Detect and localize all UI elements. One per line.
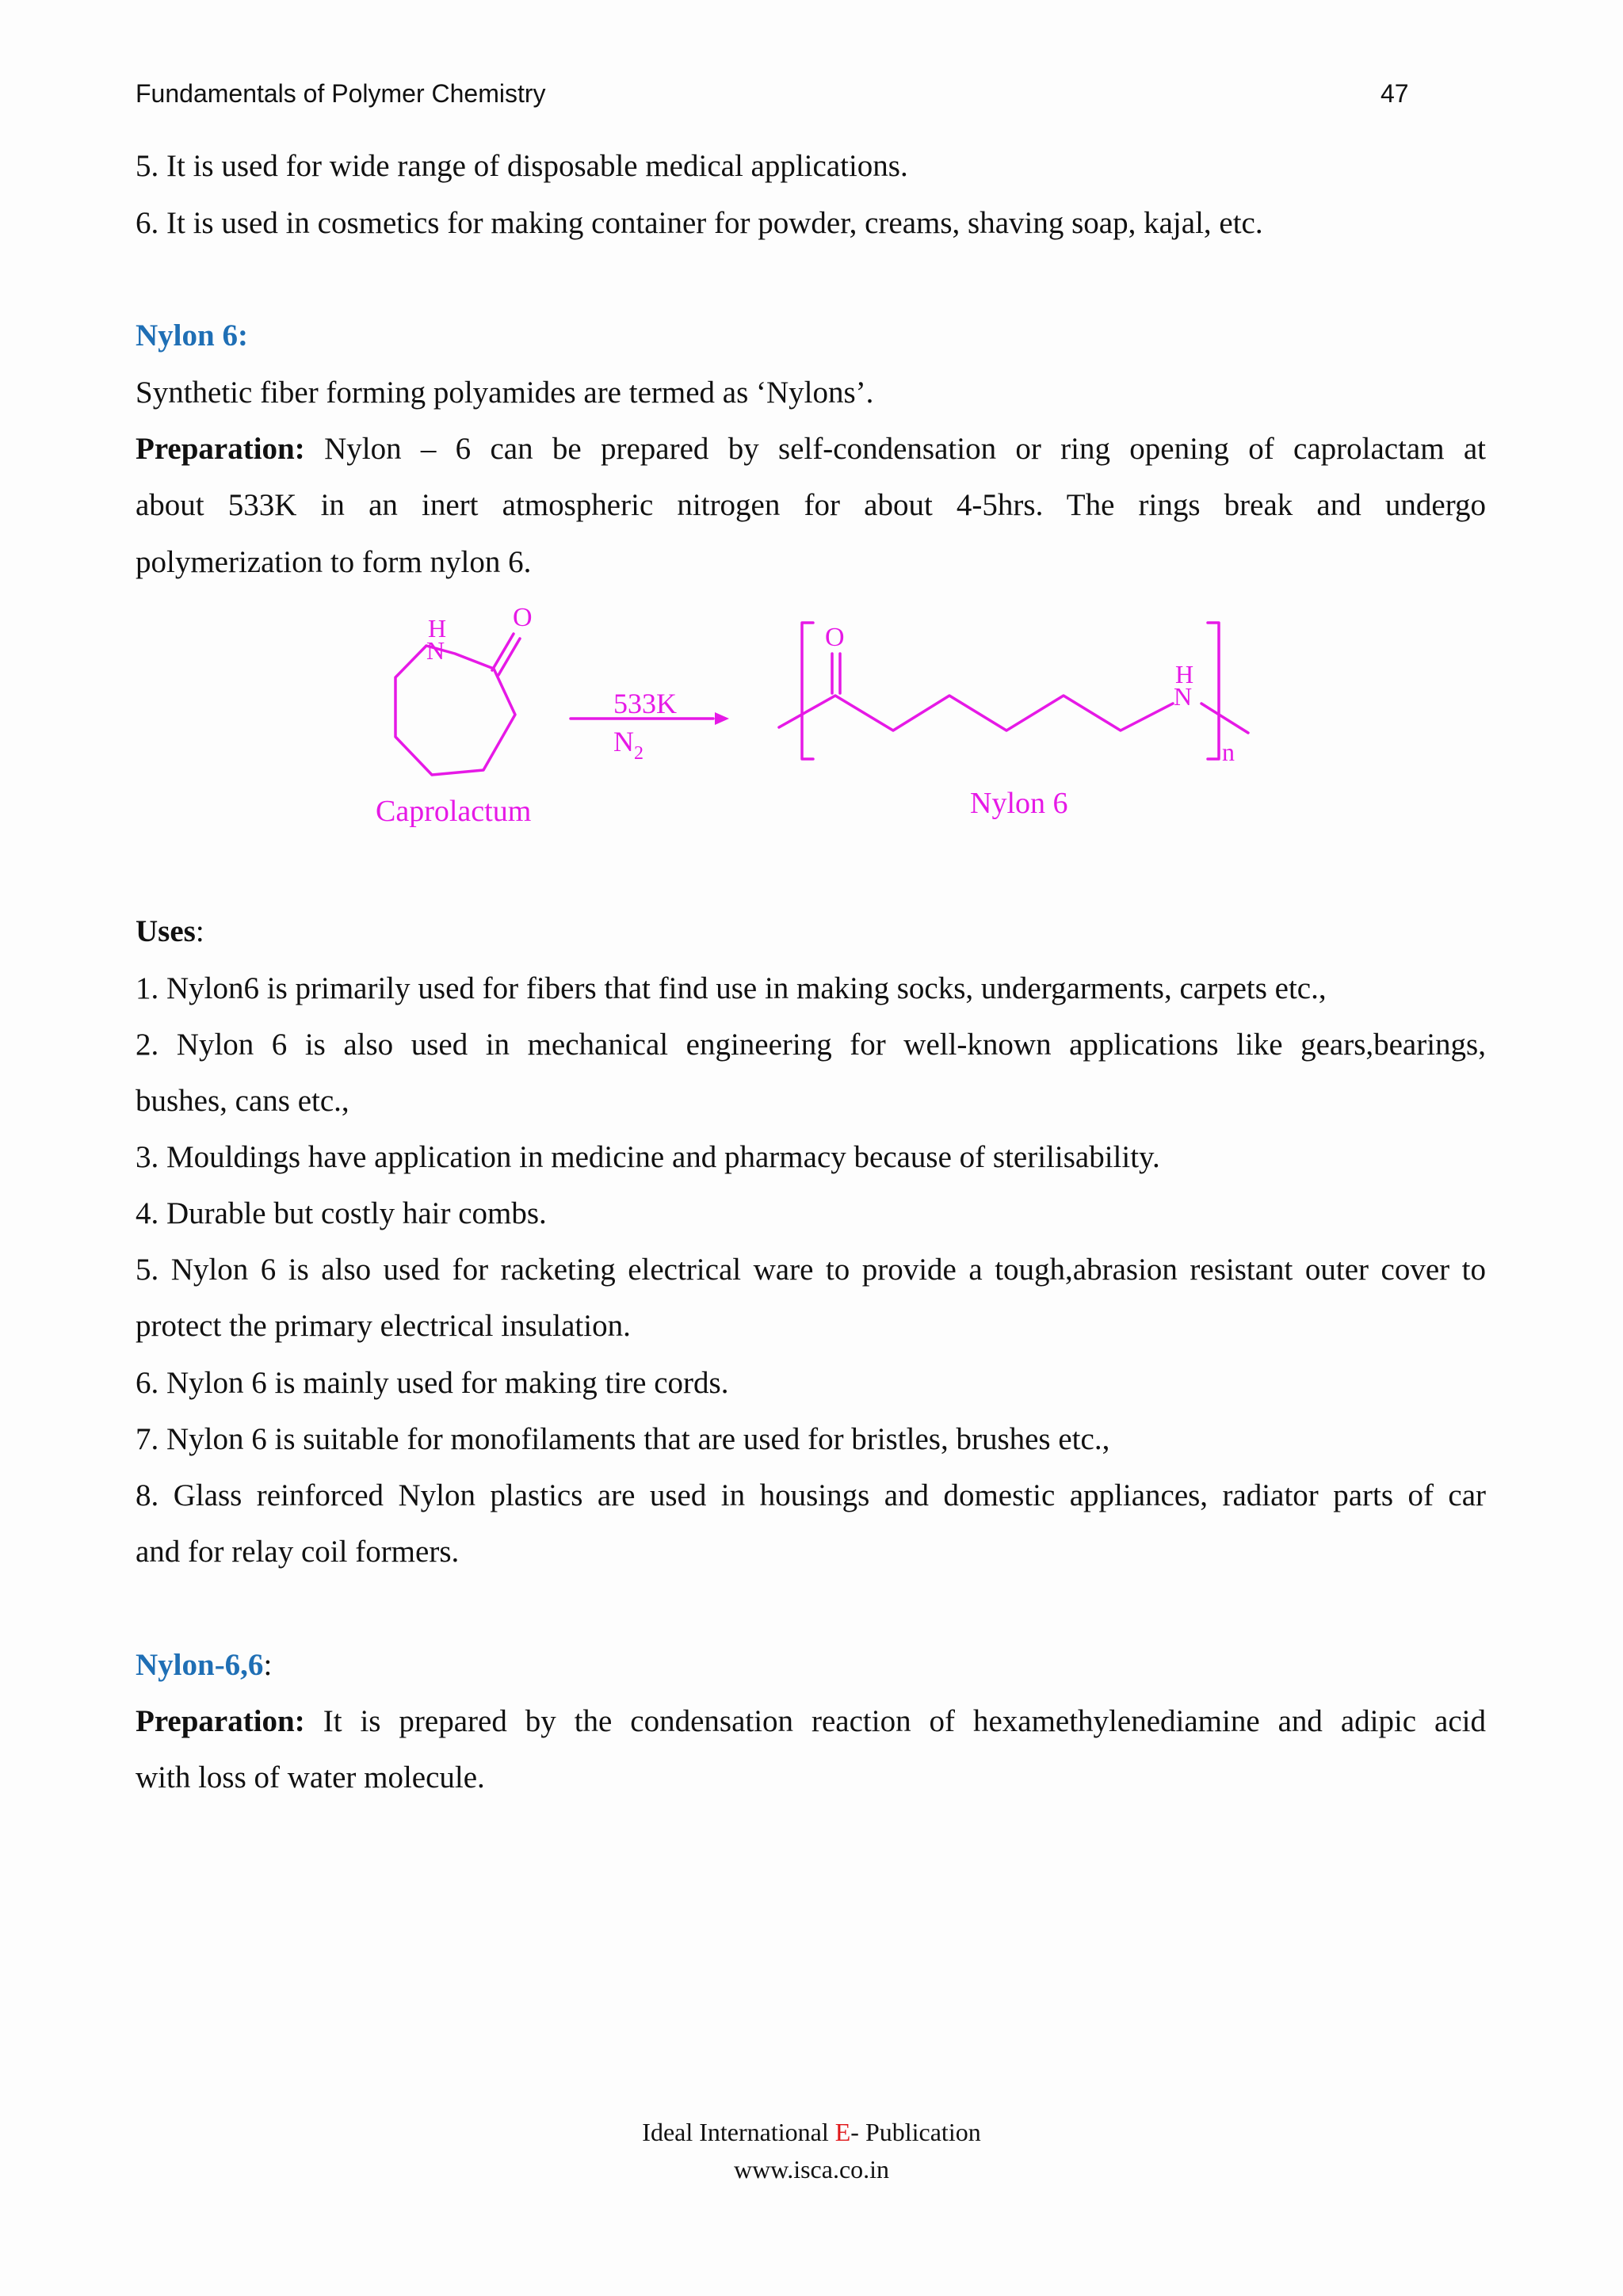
list-item xyxy=(136,1026,1486,1064)
repeat-subscript: n xyxy=(1222,738,1235,766)
atom-n-nylon: N xyxy=(1174,682,1193,711)
page-number: 47 xyxy=(1381,79,1409,108)
list-item-text: . Nylon 6 is also used in mechanical engineering for well-known applications like gears,bearings, xyxy=(151,1028,1486,1062)
nylon66-preparation-line1 xyxy=(136,1703,1486,1741)
list-item: 5. It is used for wide range of disposable medical applications. xyxy=(136,149,908,183)
list-item: 7. Nylon 6 is suitable for monofilaments that are used for bristles, brushes etc., xyxy=(136,1422,1110,1456)
repeat-bracket-left xyxy=(802,623,813,759)
carbonyl-bond xyxy=(492,634,514,670)
list-item: 5. Nylon 6 is also used for racketing electrical ware to provide a tough,abrasion resistant outer cover to xyxy=(136,1253,1486,1287)
product-label: Nylon 6 xyxy=(970,787,1068,820)
list-item: 6. Nylon 6 is mainly used for making tire cords. xyxy=(136,1366,729,1400)
list-item-continuation: and for relay coil formers. xyxy=(136,1535,460,1569)
nylon6-preparation-line1 xyxy=(136,430,1486,468)
preparation-text: It is prepared by the condensation reaction of hexamethylenediamine and adipic acid xyxy=(323,1704,1487,1738)
reaction-condition-temperature: 533K xyxy=(613,688,677,719)
atom-o-nylon: O xyxy=(825,623,845,652)
preparation-label: Preparation: xyxy=(136,1704,305,1738)
list-item: 4. Durable but costly hair combs. xyxy=(136,1196,547,1230)
atom-o-caprolactam: O xyxy=(513,603,533,632)
list-item-continuation: bushes, cans etc., xyxy=(136,1084,349,1118)
list-item-number: 2 xyxy=(136,1028,151,1062)
footer-publisher-post: - Publication xyxy=(850,2118,981,2146)
footer-publisher-pre: Ideal International xyxy=(642,2118,835,2146)
section-heading-nylon66 xyxy=(136,1646,1486,1684)
list-item: 1. Nylon6 is primarily used for fibers that find use in making socks, undergarments, carpets etc., xyxy=(136,971,1327,1005)
nylon6-preparation-line3: polymerization to form nylon 6. xyxy=(136,545,532,579)
running-header-title: Fundamentals of Polymer Chemistry xyxy=(136,79,546,108)
gas-subscript: 2 xyxy=(634,743,643,764)
carbonyl-bond-2 xyxy=(498,639,520,675)
nylon66-preparation-line2: with loss of water molecule. xyxy=(136,1760,485,1794)
nylon6-backbone xyxy=(779,696,1173,730)
reaction-condition-gas xyxy=(613,726,643,764)
nylon-definition: Synthetic fiber forming polyamides are termed as ‘Nylons’. xyxy=(136,376,874,410)
footer-website: www.isca.co.in xyxy=(733,2155,890,2183)
list-item: 6. It is used in cosmetics for making container for powder, creams, shaving soap, kajal, etc. xyxy=(136,206,1263,240)
preparation-text: Nylon – 6 can be prepared by self-condensation or ring opening of caprolactam at xyxy=(324,432,1487,466)
uses-heading xyxy=(136,913,1486,951)
reaction-arrow-head xyxy=(715,712,729,725)
list-item: 3. Mouldings have application in medicine and pharmacy because of sterilisability. xyxy=(136,1140,1160,1174)
section-heading-nylon6: Nylon 6: xyxy=(136,318,248,353)
atom-h-caprolactam: H xyxy=(428,614,447,643)
atom-n-caprolactam: N xyxy=(426,636,445,665)
list-item: 8. Glass reinforced Nylon plastics are used in housings and domestic appliances, radiator parts of car xyxy=(136,1478,1486,1512)
uses-colon: : xyxy=(195,914,204,948)
footer-publisher-e: E xyxy=(834,2118,851,2146)
reactant-label: Caprolactum xyxy=(376,795,532,828)
preparation-label: Preparation: xyxy=(136,432,305,466)
footer-publisher xyxy=(0,2118,1623,2147)
uses-label: Uses xyxy=(136,914,196,948)
nylon66-heading-text: Nylon-6,6 xyxy=(136,1648,264,1682)
nylon66-heading-colon: : xyxy=(263,1648,273,1682)
nylon6-nh-bond xyxy=(1201,704,1248,733)
atom-h-nylon: H xyxy=(1175,660,1194,688)
caprolactam-ring xyxy=(395,646,515,775)
list-item-continuation: protect the primary electrical insulation. xyxy=(136,1309,631,1343)
repeat-bracket-right xyxy=(1208,623,1219,759)
nylon6-preparation-line2: about 533K in an inert atmospheric nitrogen for about 4-5hrs. The rings break and undergo xyxy=(136,488,1486,522)
gas-symbol: N xyxy=(613,726,634,757)
